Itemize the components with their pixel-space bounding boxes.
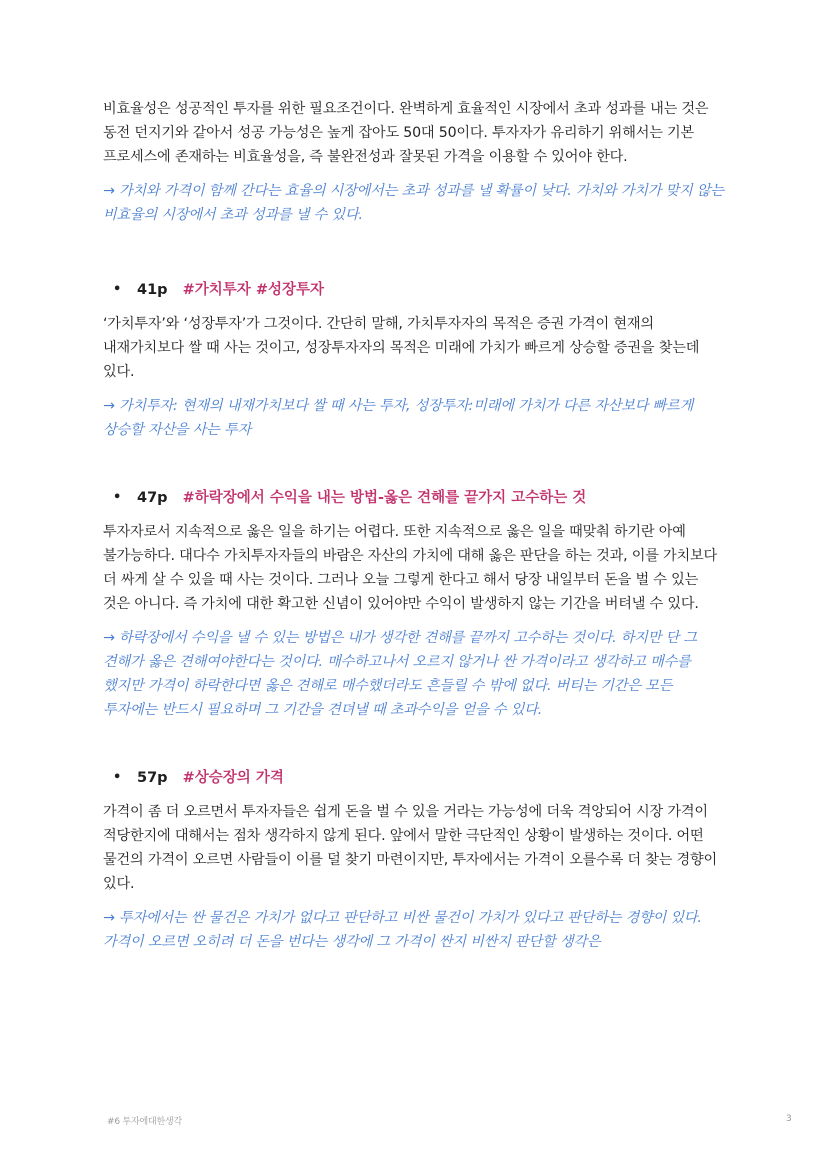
- heading-page-number: 47p: [137, 490, 168, 506]
- note-bear-market: → 하락장에서 수익을 낼 수 있는 방법은 내가 생각한 견해를 끝까지 고수하는 것이다. 하지만 단 그 견해가 옳은 견해여야한다는 것이다. 매수하고나서 오르지 않거나 싼 가격이라고 생각하고 매수를 했지만 가격이 하락한다면 옳은 견해로 매수했더라도 흔들릴 수 밖에 없다. 버티는 기간은 모든 투자에는 반드시 필요하며 그 기간을 견뎌낼 때 초과수익을 얻을 수 있다.: [103, 630, 697, 718]
- heading-page-number: 41p: [137, 282, 168, 298]
- heading-hashtag: #가치투자 #성장투자: [182, 282, 325, 298]
- note-inefficiency: → 가치와 가격이 함께 간다는 효율의 시장에서는 초과 성과를 낼 확률이 낮다. 가치와 가치가 맞지 않는 비효율의 시장에서 초과 성과를 낼 수 있다.: [103, 183, 724, 223]
- heading-41p: [103, 278, 728, 302]
- bullet-icon: •: [113, 490, 122, 505]
- paragraph-bear-market: 투자자로서 지속적으로 옳은 일을 하기는 어렵다. 또한 지속적으로 옳은 일을 때맞춰 하기란 아예 불가능하다. 대다수 가치투자자들의 바람은 자산의 가치에 대해 옳은 판단을 하는 것과, 이를 가치보다 더 싸게 살 수 있을 때 사는 것이다. 그러나 오늘 그렇게 한다고 해서 당장 내일부터 돈을 벌 수 있는 것은 아니다. 즉 가치에 대한 확고한 신념이 있어야만 수익이 발생하지 않는 기간을 버텨낼 수 있다.: [103, 524, 718, 612]
- document-body: [103, 97, 728, 954]
- note-bull-market: → 투자에서는 싼 물건은 가치가 없다고 판단하고 비싼 물건이 가치가 있다고 판단하는 경향이 있다. 가격이 오르면 오히려 더 돈을 번다는 생각에 그 가격이 싼지 비싼지 판단할 생각은: [103, 910, 702, 950]
- bullet-icon: •: [113, 282, 122, 297]
- heading-hashtag: #상승장의 가격: [182, 770, 284, 786]
- paragraph-inefficiency: 비효율성은 성공적인 투자를 위한 필요조건이다. 완벽하게 효율적인 시장에서 초과 성과를 내는 것은 동전 던지기와 같아서 성공 가능성은 높게 잡아도 50대 50이다. 투자자가 유리하기 위해서는 기본 프로세스에 존재하는 비효율성을, 즉 불완전성과 잘못된 가격을 이용할 수 있어야 한다.: [103, 101, 709, 165]
- heading-page-number: 57p: [137, 770, 168, 786]
- heading-57p: [103, 766, 728, 790]
- footer-page-number: 3: [786, 1114, 792, 1124]
- heading-47p: [103, 486, 728, 510]
- note-value-growth: → 가치투자: 현재의 내재가치보다 쌀 때 사는 투자, 성장투자:미래에 가치가 다른 자산보다 빠르게 상승할 자산을 사는 투자: [103, 398, 694, 438]
- footer-chapter-title: #6 투자에대한생각: [107, 1117, 182, 1127]
- paragraph-bull-market: 가격이 좀 더 오르면서 투자자들은 쉽게 돈을 벌 수 있을 거라는 가능성에 더욱 격앙되어 시장 가격이 적당한지에 대해서는 점차 생각하지 않게 된다. 앞에서 말한 극단적인 상황이 발생하는 것이다. 어떤 물건의 가격이 오르면 사람들이 이를 덜 찾기 마련이지만, 투자에서는 가격이 오를수록 더 찾는 경향이 있다.: [103, 804, 718, 892]
- paragraph-value-growth: ‘가치투자’와 ‘성장투자’가 그것이다. 간단히 말해, 가치투자자의 목적은 증권 가격이 현재의 내재가치보다 쌀 때 사는 것이고, 성장투자자의 목적은 미래에 가치가 빠르게 상승할 증권을 찾는데 있다.: [103, 316, 700, 380]
- heading-hashtag: #하락장에서 수익을 내는 방법-옳은 견해를 끝가지 고수하는 것: [182, 490, 587, 506]
- bullet-icon: •: [113, 770, 122, 785]
